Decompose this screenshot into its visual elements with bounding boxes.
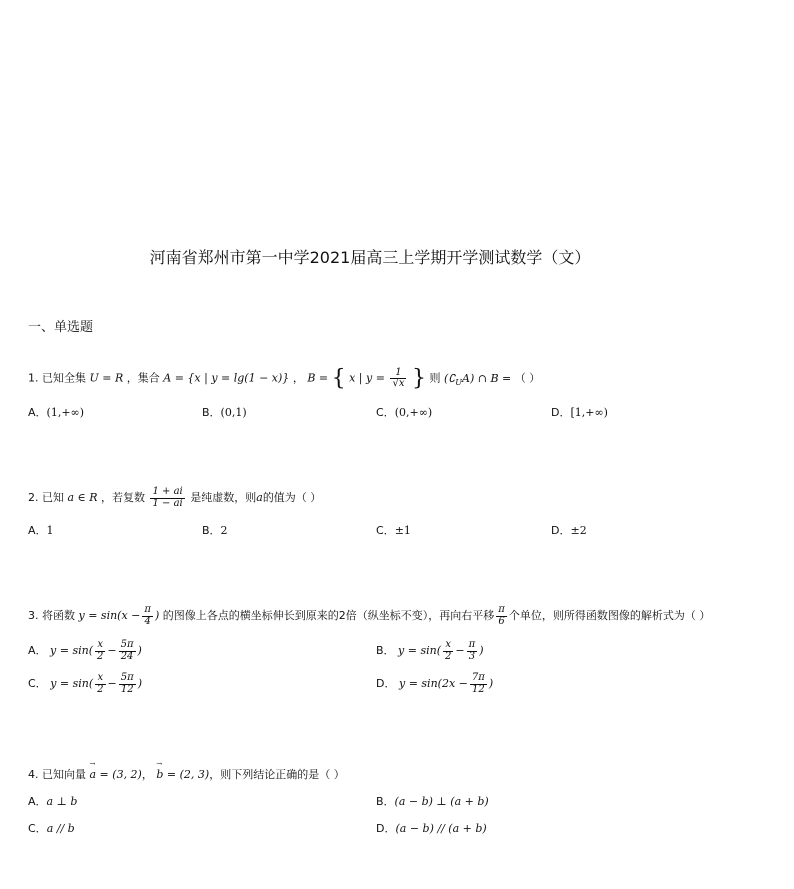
q1-fraction-den: √x <box>392 378 405 389</box>
q4-vector-a: → a = (3, 2) <box>90 768 142 781</box>
q1-set-a: A = {x | y = lg(1 − x)} <box>163 371 290 385</box>
q2-fraction-den: 1 − ai <box>152 497 183 509</box>
q1-answer-paren: （ ） <box>514 371 541 385</box>
q4-lead: 4. 已知向量 <box>28 768 86 781</box>
q3-option-d[interactable]: D． y = sin(2x − $\frac{7\pi}{12}$ ) <box>376 672 494 695</box>
q1-fraction <box>390 368 406 390</box>
q3-mid: 的图像上各点的横坐标伸长到原来的2倍（纵坐标不变），再向右平移 <box>162 609 495 622</box>
q1-option-d[interactable]: D．[1,+∞) <box>551 406 608 419</box>
q1-lead: 1. 已知全集 <box>28 371 86 385</box>
q1-set-b-label: B = <box>307 371 329 385</box>
q3-option-c[interactable]: C． y = sin( $\frac{x}{2}$ − $\frac{5\pi}{12}$ ) <box>28 672 142 695</box>
question-1 <box>28 366 540 391</box>
question-4 <box>28 766 345 782</box>
question-3 <box>28 605 710 627</box>
q3-function-fraction: $\frac{\pi}{4}$ <box>144 604 151 627</box>
q1-expression: $(∁_UA)$ ∩ B = <box>443 371 512 387</box>
q2-option-b[interactable]: B．2 <box>202 524 228 537</box>
q2-option-a[interactable]: A．1 <box>28 524 54 537</box>
q1-brace-right: } <box>411 366 426 391</box>
q4-vector-b: → b = (2, 3) <box>156 768 209 781</box>
q4-option-c[interactable]: C．a // b <box>28 822 75 835</box>
q2-condition: a ∈ R <box>67 491 98 504</box>
question-2 <box>28 487 321 509</box>
q3-option-a[interactable]: A． y = sin( $\frac{x}{2}$ − $\frac{5\pi}{24}$ ) <box>28 639 142 662</box>
q1-option-b[interactable]: B．(0,1) <box>202 406 247 419</box>
q2-fraction-num: 1 + ai <box>152 486 183 497</box>
q1-then: 则 <box>429 371 441 385</box>
q1-option-a[interactable]: A．(1,+∞) <box>28 406 84 419</box>
q2-mid: ，若复数 <box>100 491 145 504</box>
q1-fraction-num: 1 <box>390 368 406 380</box>
document-title: 河南省郑州市第一中学2021届高三上学期开学测试数学（文） <box>149 248 591 267</box>
q1-comma: ， <box>292 371 304 385</box>
q4-option-a[interactable]: A．a ⊥ b <box>28 795 78 808</box>
q2-lead: 2. 已知 <box>28 491 64 504</box>
q4-option-d[interactable]: D．(a − b) // (a + b) <box>376 822 487 835</box>
q2-fraction <box>150 487 184 509</box>
section-heading: 一、单选题 <box>28 320 94 335</box>
q4-tail: ，则下列结论正确的是（ ） <box>209 768 345 781</box>
q1-mid: ，集合 <box>126 371 160 385</box>
q4-option-b[interactable]: B．(a − b) ⊥ (a + b) <box>376 795 489 808</box>
q3-function-close: ) <box>154 609 160 622</box>
q2-tail-1: 是纯虚数，则 <box>190 491 257 504</box>
q1-set-b-body: x | y = <box>349 371 385 385</box>
q3-option-b[interactable]: B． y = sin( $\frac{x}{2}$ − $\frac{\pi}{3}$ ) <box>376 639 484 662</box>
q2-variable: a <box>256 491 263 504</box>
q1-brace-left: { <box>331 366 346 391</box>
q3-tail: 个单位，则所得函数图像的解析式为（ ） <box>508 609 711 622</box>
q2-tail-2: 的值为（ ） <box>262 491 322 504</box>
q3-function: y = sin(x − <box>78 609 141 622</box>
q4-comma: ， <box>141 768 153 781</box>
q2-option-d[interactable]: D．±2 <box>551 524 587 537</box>
q1-option-c[interactable]: C．(0,+∞) <box>376 406 433 419</box>
q3-lead: 3. 将函数 <box>28 609 75 622</box>
q2-option-c[interactable]: C．±1 <box>376 524 411 537</box>
q1-universal-set: U = R <box>89 371 124 385</box>
q3-shift-fraction: $\frac{\pi}{6}$ <box>498 604 505 627</box>
